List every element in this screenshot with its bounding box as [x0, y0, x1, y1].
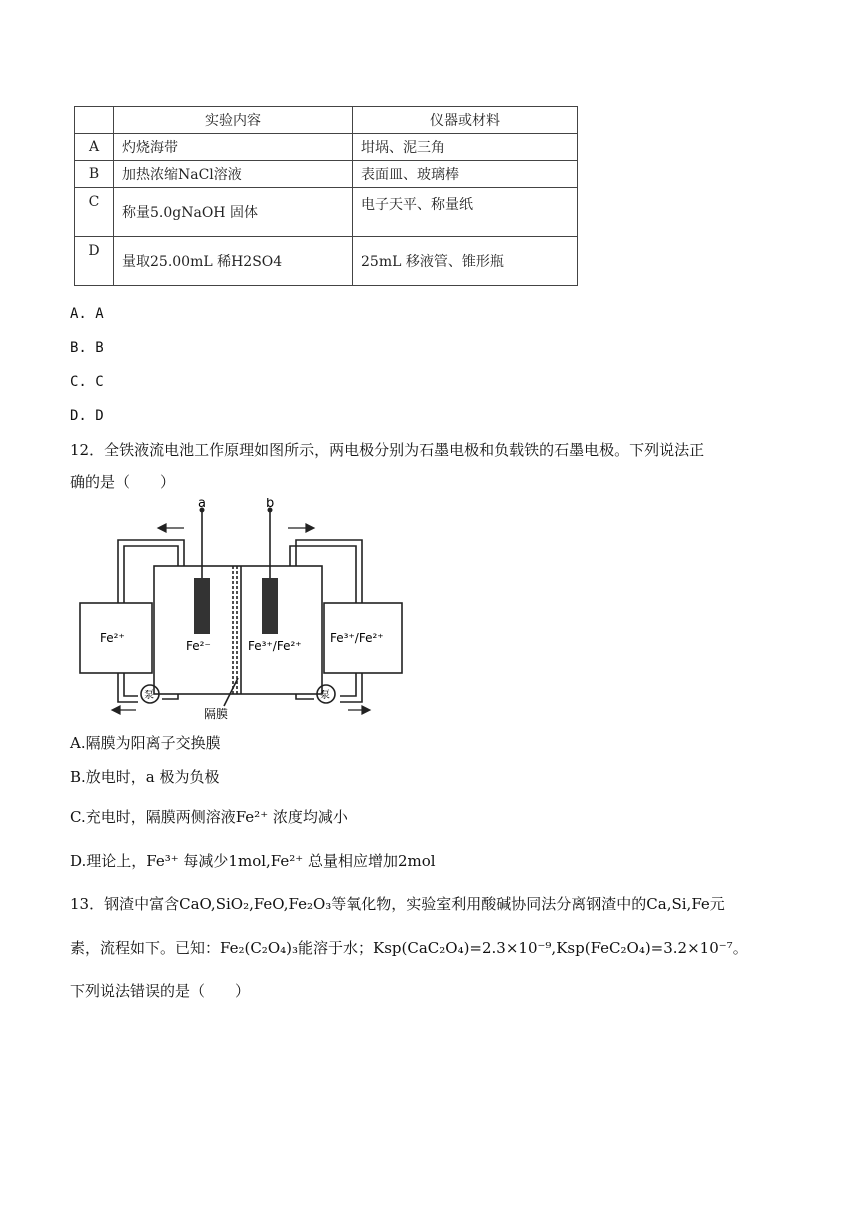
- q13-stem-line3: 下列说法错误的是（ ）: [70, 982, 251, 1000]
- label-a: a: [198, 498, 206, 511]
- membrane-label: 隔膜: [204, 707, 229, 720]
- q12-option-a: A.隔膜为阳离子交换膜: [70, 734, 221, 752]
- table-header-row: [75, 107, 578, 134]
- table-row: [75, 161, 578, 188]
- q12-stem-line2: 确的是（ ）: [70, 473, 176, 491]
- row-equipment: 25mL 移液管、锥形瓶: [353, 237, 578, 286]
- q11-option-c: C. C: [70, 374, 104, 390]
- q11-option-a: A. A: [70, 306, 104, 322]
- right-tank-label: Fe³⁺/Fe²⁺: [330, 631, 384, 645]
- table-row: [75, 188, 578, 237]
- left-pump-label: 泵: [144, 690, 154, 701]
- row-content: 量取25.00mL 稀H2SO4: [114, 237, 353, 286]
- cell-body: [154, 566, 322, 694]
- row-equipment: 表面皿、玻璃棒: [353, 161, 578, 188]
- row-label: D: [75, 237, 114, 286]
- row-label: A: [75, 134, 114, 161]
- row-label: C: [75, 188, 114, 237]
- q12-stem-line1: 12．全铁液流电池工作原理如图所示，两电极分别为石墨电极和负载铁的石墨电极。下列说法正: [70, 441, 705, 459]
- right-cell-label: Fe³⁺/Fe²⁺: [248, 639, 302, 653]
- row-equipment: 坩埚、泥三角: [353, 134, 578, 161]
- q13-stem-line1: 13．钢渣中富含CaO,SiO₂,FeO,Fe₂O₃等氧化物，实验室利用酸碱协同法分离钢渣中的Ca,Si,Fe元: [70, 895, 725, 913]
- q11-option-b: B. B: [70, 340, 104, 356]
- row-equipment: 电子天平、称量纸: [353, 188, 578, 237]
- label-b: b: [266, 498, 275, 511]
- q12-option-b: B.放电时，a 极为负极: [70, 768, 220, 786]
- row-content: 加热浓缩NaCl溶液: [114, 161, 353, 188]
- left-tank-label: Fe²⁺: [100, 631, 125, 645]
- table-row: [75, 134, 578, 161]
- row-content: 称量5.0gNaOH 固体: [114, 188, 353, 237]
- table-header-cell: 仪器或材料: [353, 107, 578, 134]
- left-cell-label: Fe²⁻: [186, 639, 211, 653]
- flow-battery-diagram: [78, 498, 408, 720]
- row-label: B: [75, 161, 114, 188]
- experiment-table: [74, 106, 578, 286]
- table-header-cell: [75, 107, 114, 134]
- q12-option-d: D.理论上，Fe³⁺ 每减少1mol,Fe²⁺ 总量相应增加2mol: [70, 852, 436, 870]
- right-pump-label: 泵: [320, 690, 330, 701]
- table-row: [75, 237, 578, 286]
- table-header-cell: 实验内容: [114, 107, 353, 134]
- q12-option-c: C.充电时，隔膜两侧溶液Fe²⁺ 浓度均减小: [70, 808, 348, 826]
- q11-option-d: D. D: [70, 408, 104, 424]
- row-content: 灼烧海带: [114, 134, 353, 161]
- q13-stem-line2: 素，流程如下。已知：Fe₂(C₂O₄)₃能溶于水；Ksp(CaC₂O₄)=2.3×10⁻⁹,Ksp(FeC₂O₄)=3.2×10⁻⁷。: [70, 939, 748, 957]
- electrode-b: [262, 578, 278, 634]
- electrode-a: [194, 578, 210, 634]
